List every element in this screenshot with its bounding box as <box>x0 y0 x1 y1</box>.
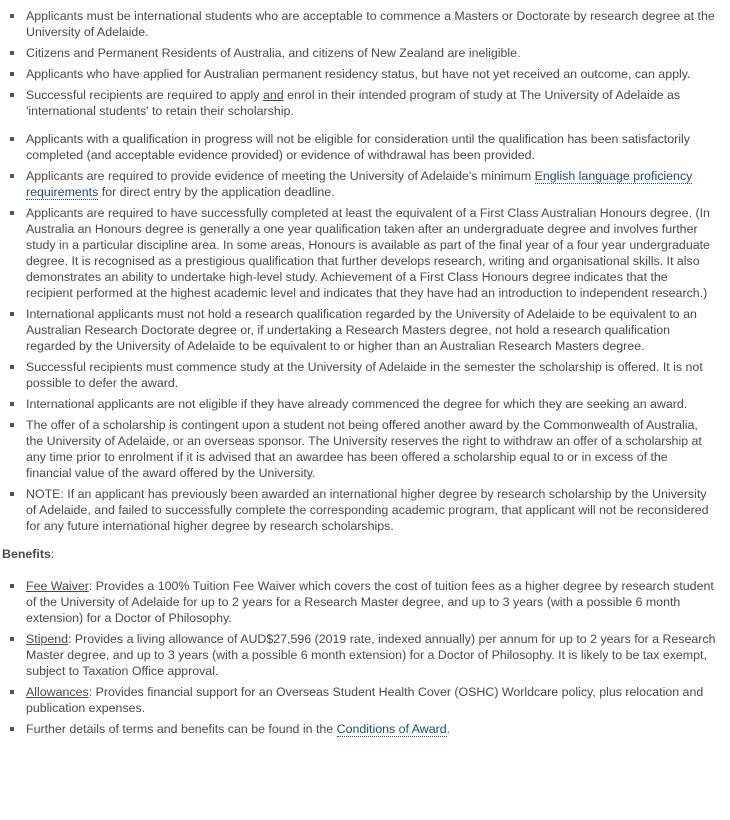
list-item: Stipend: Provides a living allowance of AUD$27,596 (2019 rate, indexed annually) per annum for up to 2 years for a Research Master degree, and up to 3 years (with a possible 6 month extension) for a Doctor of Philosophy. It is likely to be tax exempt, subject to Taxation Office approval. <box>26 631 716 679</box>
bullet-icon <box>10 72 14 76</box>
bullet-icon <box>10 174 14 178</box>
list-item: Applicants who have applied for Australian permanent residency status, but have not yet received an outcome, can apply. <box>26 66 716 82</box>
bullet-icon <box>10 690 14 694</box>
english-language-requirements-link[interactable]: English language proficiency requirements <box>26 169 693 199</box>
bullet-icon <box>10 211 14 215</box>
bullet-icon <box>10 137 14 141</box>
list-item: Successful recipients are required to apply and enrol in their intended program of study at The University of Adelaide as 'international students' to retain their scholarship. <box>26 87 716 119</box>
bullet-icon <box>10 727 14 731</box>
bullet-icon <box>10 93 14 97</box>
list-item: Applicants are required to have successfully completed at least the equivalent of a First Class Australian Honours degree. (In Australia an Honours degree is generally a one year qualification taken after an undergraduate degree and involves further study in a particular discipline area. In some areas, Honours is available as part of the final year of a four year undergraduate degree. It is recognised as a prestigious qualification that further develops research, writing and organisational skills. It also demonstrates an ability to undertake high-level study. Achievement of a First Class Honours degree indicates that the recipient performed at the highest academic level and indicates that they have had an introduction to independent research.) <box>26 205 716 301</box>
bullet-icon <box>10 51 14 55</box>
bullet-icon <box>10 402 14 406</box>
bullet-icon <box>10 14 14 18</box>
benefit-term: Stipend <box>26 632 69 646</box>
list-item: Applicants with a qualification in progress will not be eligible for consideration until the qualification has been satisfactorily completed (and acceptable evidence provided) or evidence of withdrawal has been provided. <box>26 131 716 163</box>
bullet-icon <box>10 312 14 316</box>
list-item: Further details of terms and benefits can be found in the Conditions of Award. <box>26 721 716 737</box>
benefits-heading: Benefits: <box>2 547 55 561</box>
benefits-list <box>0 578 730 737</box>
conditions-of-award-link[interactable]: Conditions of Award <box>336 722 447 736</box>
list-item: Citizens and Permanent Residents of Australia, and citizens of New Zealand are ineligible. <box>26 45 716 61</box>
list-item: Successful recipients must commence study at the University of Adelaide in the semester the scholarship is offered. It is not possible to defer the award. <box>26 359 716 391</box>
list-item: NOTE: If an applicant has previously been awarded an international higher degree by research scholarship by the University of Adelaide, and failed to successfully complete the corresponding academic program, that applicant will not be reconsidered for any future international higher degree by research scholarships. <box>26 486 716 534</box>
bullet-icon <box>10 365 14 369</box>
benefit-term: Fee Waiver <box>26 579 89 593</box>
bullet-icon <box>10 492 14 496</box>
list-item: Applicants are required to provide evidence of meeting the University of Adelaide's minimum English language proficiency requirements for direct entry by the application deadline. <box>26 168 716 200</box>
bullet-icon <box>10 637 14 641</box>
list-item: International applicants must not hold a research qualification regarded by the University of Adelaide to be equivalent to an Australian Research Doctorate degree or, if undertaking a Research Masters degree, not hold a research qualification regarded by the University of Adelaide to be equivalent to or higher than an Australian Research Masters degree. <box>26 306 716 354</box>
benefit-term: Allowances <box>26 685 89 699</box>
list-item: The offer of a scholarship is contingent upon a student not being offered another award by the Commonwealth of Australia, the University of Adelaide, or an overseas sponsor. The University reserves the right to withdraw an offer of a scholarship at any time prior to enrolment if it is advised that an awardee has been offered a scholarship equal to or in excess of the financial value of the award offered by the University. <box>26 417 716 481</box>
list-item: Applicants must be international students who are acceptable to commence a Masters or Doctorate by research degree at the University of Adelaide. <box>26 8 716 40</box>
underlined-word: and <box>262 88 284 102</box>
list-item: International applicants are not eligible if they have already commenced the degree for which they are seeking an award. <box>26 396 716 412</box>
list-item: Allowances: Provides financial support for an Overseas Student Health Cover (OSHC) Worldcare policy, plus relocation and publication expenses. <box>26 684 716 716</box>
bullet-icon <box>10 423 14 427</box>
bullet-icon <box>10 584 14 588</box>
list-item: Fee Waiver: Provides a 100% Tuition Fee Waiver which covers the cost of tuition fees as a higher degree by research student of the University of Adelaide for up to 2 years for a Research Master degree, and up to 3 years (with a possible 6 month extension) for a Doctor of Philosophy. <box>26 578 716 626</box>
